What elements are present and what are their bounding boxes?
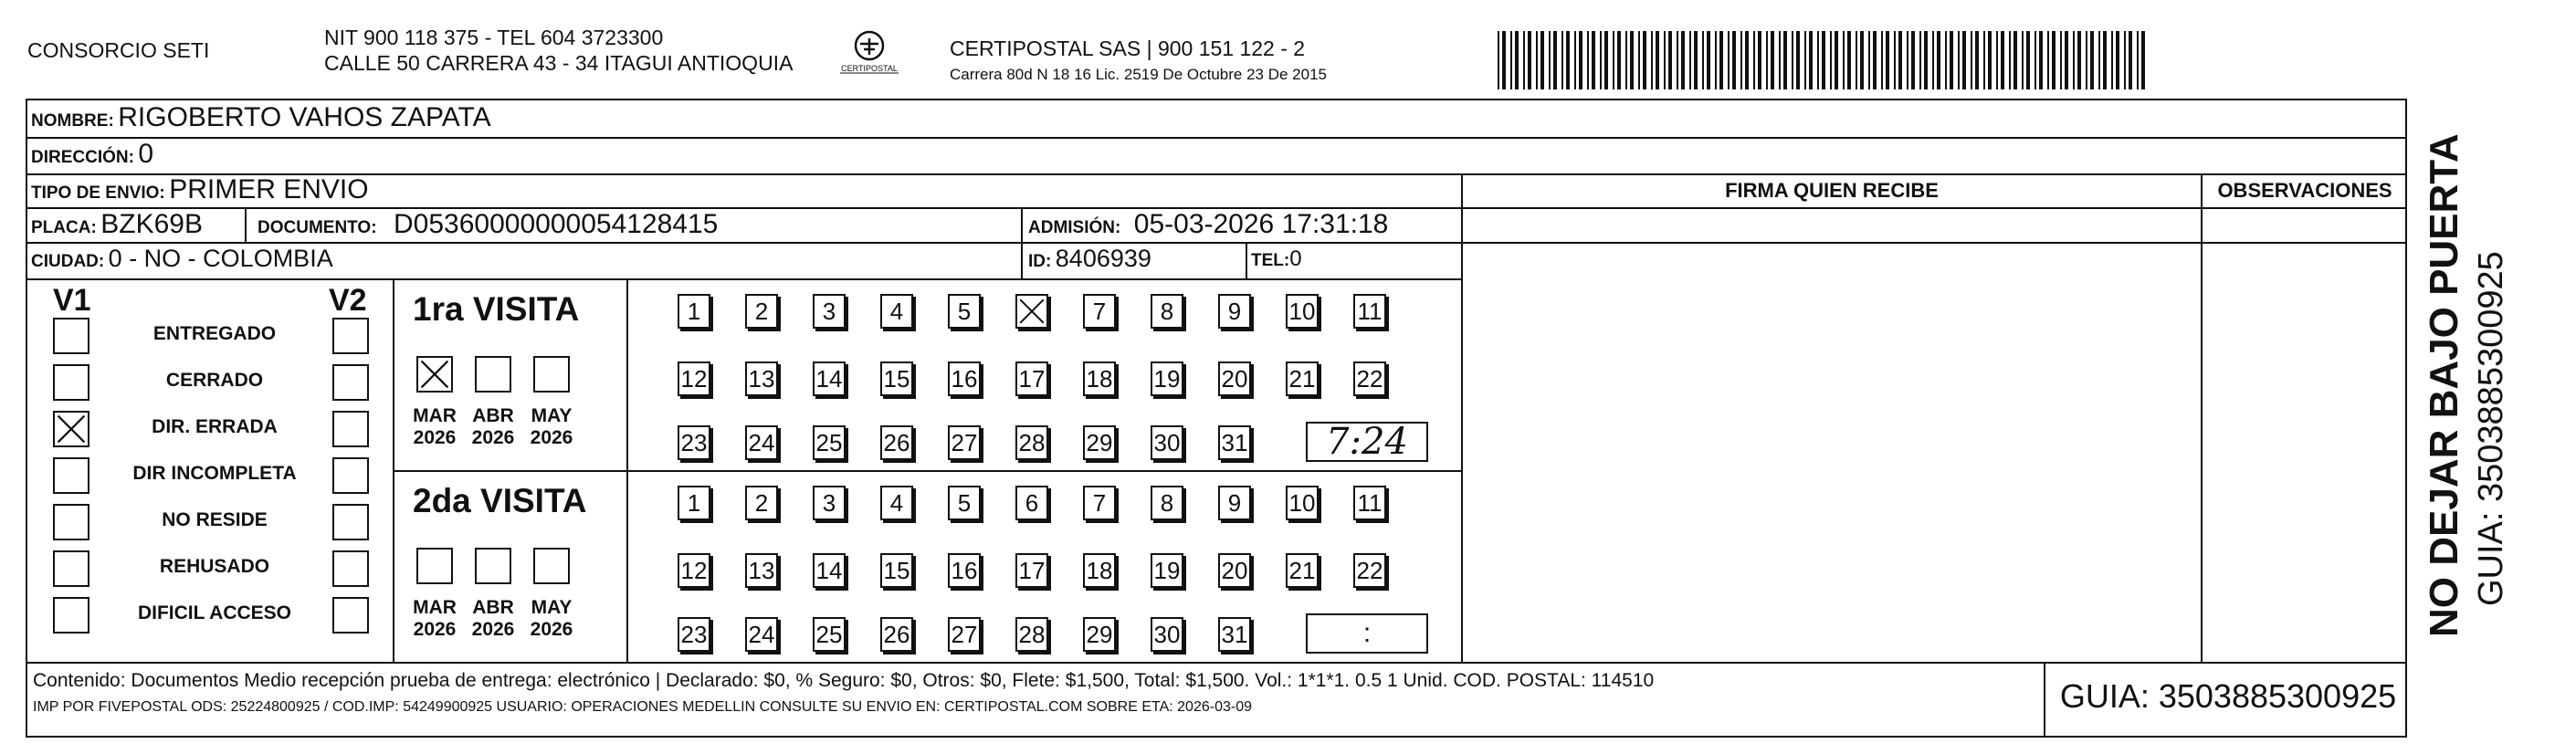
day-box[interactable]: 26 [880, 617, 913, 652]
second-visit-title: 2da VISITA [413, 482, 587, 519]
v1-checkbox[interactable] [53, 597, 89, 634]
time-box[interactable]: : [1306, 613, 1428, 654]
barcode-bar [1753, 31, 1755, 89]
day-box[interactable]: 25 [813, 617, 846, 652]
direccion-label: DIRECCIÓN: [31, 148, 134, 167]
tel-label: TEL: [1251, 251, 1290, 270]
v1-checkbox[interactable] [53, 411, 89, 447]
day-box[interactable]: 27 [948, 425, 981, 460]
barcode-bar [1515, 31, 1519, 89]
tel-value: 0 [1289, 246, 1302, 271]
day-box[interactable]: 30 [1151, 425, 1183, 460]
day-box[interactable]: 27 [948, 617, 981, 652]
barcode-bar [1523, 31, 1525, 89]
barcode-bar [1945, 31, 1947, 89]
v1-checkbox[interactable] [53, 318, 89, 354]
barcode-bar [1771, 31, 1774, 89]
barcode-bar [2001, 31, 2004, 89]
month-checkbox[interactable] [475, 548, 511, 584]
status-label: DIR INCOMPLETA [132, 463, 297, 484]
imp-line: IMP POR FIVEPOSTAL ODS: 25224800925 / COD.IMP: 54249900925 USUARIO: OPERACIONES MEDELLIN CONSULTE SU ENVIO EN: CERTIPOSTAL.COM SOBRE ETA: 2026-03-09 [33, 699, 1252, 715]
month-label: MAY 2026 [530, 597, 573, 640]
month-label: MAR 2026 [413, 597, 457, 640]
day-box[interactable]: 12 [678, 361, 710, 396]
barcode-bar [1894, 31, 1896, 89]
nombre-label: NOMBRE: [31, 111, 114, 131]
day-box[interactable]: 13 [745, 361, 778, 396]
barcode-bar [2060, 31, 2062, 89]
day-box[interactable]: 10 [1286, 486, 1319, 520]
barcode-bar [1924, 31, 1928, 89]
contenido-line: Contenido: Documentos Medio recepción prueba de entrega: electrónico | Declarado: $0, % Seguro: $0, Otros: $0, Flete: $1,500, Total: $1,500. Vol.: 1*1*1. 0.5 1 Unid. COD. POSTAL: 114510 [33, 670, 1655, 691]
barcode-bar [1975, 31, 1979, 89]
day-box[interactable]: 14 [813, 553, 846, 588]
firma-header: FIRMA QUIEN RECIBE [1725, 179, 1939, 202]
v2-checkbox[interactable] [332, 457, 369, 494]
barcode-bar [2026, 31, 2030, 89]
day-box[interactable]: 31 [1218, 617, 1251, 652]
barcode-bar [2073, 31, 2075, 89]
barcode-bar [1856, 31, 1857, 89]
barcode-bar [1502, 31, 1506, 89]
day-box[interactable]: 21 [1286, 361, 1319, 396]
month-label: ABR 2026 [471, 405, 515, 448]
tipo-envio-value: PRIMER ENVIO [169, 174, 369, 204]
barcode-bar [1817, 31, 1819, 89]
v2-checkbox[interactable] [332, 411, 369, 447]
barcode-bar [2103, 31, 2107, 89]
barcode-bar [1868, 31, 1870, 89]
direccion-value: 0 [138, 139, 154, 169]
day-box[interactable]: 4 [880, 486, 913, 520]
id-cell [1028, 245, 1151, 273]
barcode-bar [1843, 31, 1845, 89]
day-box[interactable]: 1 [678, 294, 710, 329]
v2-checkbox[interactable] [332, 364, 369, 401]
day-box[interactable]: 29 [1083, 425, 1116, 460]
day-box[interactable]: 5 [948, 486, 981, 520]
day-box[interactable]: 20 [1218, 553, 1251, 588]
barcode-bar [1881, 31, 1883, 89]
ciudad-cell [31, 245, 333, 273]
day-box[interactable]: 15 [880, 553, 913, 588]
placa-label: PLACA: [31, 218, 97, 237]
barcode-bar [1536, 31, 1538, 89]
day-box[interactable]: 14 [813, 361, 846, 396]
time-box[interactable]: 7:24 [1306, 422, 1428, 462]
barcode-bar [1758, 31, 1761, 89]
barcode-bar [1822, 31, 1825, 89]
barcode-bar [1860, 31, 1864, 89]
logo-text: CERTIPOSTAL [841, 64, 898, 73]
month-label: MAY 2026 [530, 405, 573, 448]
day-box[interactable]: 4 [880, 294, 913, 329]
status-label: DIR. ERRADA [152, 416, 278, 437]
day-box[interactable]: 16 [948, 553, 981, 588]
barcode-bar [2090, 31, 2094, 89]
id-value: 8406939 [1055, 245, 1151, 272]
day-box[interactable] [1015, 294, 1048, 329]
status-label: DIFICIL ACCESO [137, 602, 291, 623]
barcode-bar [1604, 31, 1608, 89]
barcode-bar [1617, 31, 1621, 89]
ciudad-label: CIUDAD: [31, 252, 105, 271]
certipostal-line: CERTIPOSTAL SAS | 900 151 122 - 2 [950, 37, 1306, 60]
day-box[interactable]: 28 [1015, 425, 1048, 460]
barcode-bar [2039, 31, 2043, 89]
v1-label: V1 [53, 283, 91, 318]
barcode-bar [1579, 31, 1582, 89]
barcode-bar [1740, 31, 1742, 89]
barcode-bar [2022, 31, 2024, 89]
day-box[interactable]: 28 [1015, 617, 1048, 652]
status-label: NO RESIDE [162, 509, 268, 530]
barcode-bar [1732, 31, 1736, 89]
day-box[interactable]: 29 [1083, 617, 1116, 652]
company-name: CONSORCIO SETI [27, 38, 210, 62]
day-box[interactable]: 6 [1015, 486, 1048, 520]
barcode-bar [1932, 31, 1934, 89]
day-box[interactable]: 25 [813, 425, 846, 460]
barcode-bar [1971, 31, 1972, 89]
month-label: ABR 2026 [471, 597, 515, 640]
barcode-bar [1792, 31, 1793, 89]
documento-value: D05360000000054128415 [394, 209, 719, 239]
barcode-bar [1587, 31, 1589, 89]
day-box[interactable]: 19 [1151, 361, 1183, 396]
admision-cell [1028, 209, 1388, 240]
address-line: CALLE 50 CARRERA 43 - 34 ITAGUI ANTIOQUIA [324, 51, 794, 75]
barcode-bar [1664, 31, 1666, 89]
barcode-bar [1919, 31, 1921, 89]
barcode-bar [1574, 31, 1576, 89]
day-box[interactable]: 3 [813, 486, 846, 520]
barcode-bar [1694, 31, 1698, 89]
barcode-bar [2137, 31, 2139, 89]
placa-cell [31, 209, 203, 240]
tipo-envio-row [31, 174, 369, 205]
v2-checkbox[interactable] [332, 597, 369, 634]
day-box[interactable]: 12 [678, 553, 710, 588]
barcode-bar [2116, 31, 2119, 89]
barcode-bar [2129, 31, 2132, 89]
barcode-bar [1835, 31, 1838, 89]
barcode-bar [2013, 31, 2017, 89]
status-label: CERRADO [165, 370, 264, 391]
barcode-bar [1873, 31, 1877, 89]
documento-cell [258, 209, 718, 240]
v1-checkbox[interactable] [53, 364, 89, 401]
first-visit-title: 1ra VISITA [413, 290, 580, 328]
day-box[interactable]: 26 [880, 425, 913, 460]
barcode-bar [1804, 31, 1806, 89]
day-box[interactable]: 22 [1353, 553, 1386, 588]
barcode-bar [1600, 31, 1602, 89]
day-box[interactable]: 22 [1353, 361, 1386, 396]
month-checkbox[interactable] [533, 356, 570, 393]
barcode-bar [1745, 31, 1749, 89]
barcode-bar [1728, 31, 1730, 89]
barcode-bar [1719, 31, 1723, 89]
barcode-bar [1613, 31, 1614, 89]
day-box[interactable]: 15 [880, 361, 913, 396]
barcode-bar [1553, 31, 1557, 89]
day-box[interactable]: 17 [1015, 361, 1048, 396]
month-label: MAR 2026 [413, 405, 457, 448]
day-box[interactable]: 11 [1353, 486, 1386, 520]
barcode-bar [1702, 31, 1704, 89]
day-box[interactable]: 17 [1015, 553, 1048, 588]
day-box[interactable]: 18 [1083, 361, 1116, 396]
v1-checkbox[interactable] [53, 457, 89, 494]
barcode-bar [1630, 31, 1634, 89]
barcode-bar [1766, 31, 1768, 89]
day-box[interactable]: 23 [678, 425, 710, 460]
direccion-row [31, 139, 153, 170]
barcode-bar [2098, 31, 2100, 89]
day-box[interactable]: 5 [948, 294, 981, 329]
day-box[interactable]: 13 [745, 553, 778, 588]
barcode-bar [1950, 31, 1953, 89]
barcode-bar [1715, 31, 1717, 89]
day-box[interactable]: 30 [1151, 617, 1183, 652]
day-box[interactable]: 24 [745, 425, 778, 460]
barcode-bar [1498, 31, 1499, 89]
v2-checkbox[interactable] [332, 504, 369, 540]
day-box[interactable]: 2 [745, 294, 778, 329]
day-box[interactable]: 18 [1083, 553, 1116, 588]
barcode-bar [1592, 31, 1595, 89]
nombre-value: RIGOBERTO VAHOS ZAPATA [118, 102, 491, 132]
barcode-bar [2077, 31, 2081, 89]
barcode-bar [1566, 31, 1570, 89]
barcode-bar [1677, 31, 1678, 89]
barcode-bar [1689, 31, 1691, 89]
day-box[interactable]: 10 [1286, 294, 1319, 329]
barcode-bar [1540, 31, 1544, 89]
day-box[interactable]: 16 [948, 361, 981, 396]
barcode-bar [1988, 31, 1992, 89]
footer-guia: GUIA: 3503885300925 [2059, 677, 2397, 715]
barcode-bar [2009, 31, 2011, 89]
barcode-bar [1937, 31, 1940, 89]
day-box[interactable]: 24 [745, 617, 778, 652]
barcode-bar [1643, 31, 1646, 89]
day-box[interactable]: 7 [1083, 294, 1116, 329]
barcode-bar [1783, 31, 1787, 89]
barcode-bar [2111, 31, 2113, 89]
v2-label: V2 [329, 283, 367, 318]
barcode-bar [1830, 31, 1832, 89]
barcode-bar [1656, 31, 1659, 89]
day-box[interactable]: 9 [1218, 294, 1251, 329]
day-box[interactable]: 20 [1218, 361, 1251, 396]
v1-checkbox[interactable] [53, 550, 89, 587]
month-checkbox[interactable] [475, 356, 511, 393]
observaciones-header: OBSERVACIONES [2217, 179, 2392, 202]
barcode-bar [1962, 31, 1966, 89]
side-guia: GUIA: 3503885300925 [2472, 251, 2510, 606]
day-box[interactable]: 31 [1218, 425, 1251, 460]
barcode-bar [1958, 31, 1960, 89]
barcode-bar [2035, 31, 2036, 89]
day-box[interactable]: 11 [1353, 294, 1386, 329]
barcode-bar [1638, 31, 1640, 89]
barcode-bar [1528, 31, 1531, 89]
day-box[interactable]: 8 [1151, 294, 1183, 329]
barcode-bar [2124, 31, 2126, 89]
v2-checkbox[interactable] [332, 550, 369, 587]
barcode-bar [1510, 31, 1512, 89]
barcode-bar [1809, 31, 1813, 89]
barcode-bar [1668, 31, 1672, 89]
barcode-bar [1779, 31, 1781, 89]
barcode-bar [1911, 31, 1915, 89]
barcode-bar [1651, 31, 1653, 89]
barcode-bar [1681, 31, 1685, 89]
barcode-bar [2047, 31, 2049, 89]
tipo-envio-label: TIPO DE ENVIO: [31, 183, 165, 203]
barcode-bar [1983, 31, 1985, 89]
id-label: ID: [1028, 252, 1052, 271]
day-box[interactable]: 23 [678, 617, 710, 652]
v1-checkbox[interactable] [53, 504, 89, 540]
day-box[interactable]: 9 [1218, 486, 1251, 520]
barcode-bar [1886, 31, 1889, 89]
tel-cell [1251, 246, 1302, 272]
barcode-bar [1707, 31, 1710, 89]
documento-label: DOCUMENTO: [258, 218, 377, 237]
nit-line: NIT 900 118 375 - TEL 604 3723300 [324, 26, 664, 49]
placa-value: BZK69B [100, 209, 203, 239]
barcode-bar [1898, 31, 1902, 89]
barcode-bar [1847, 31, 1851, 89]
status-label: REHUSADO [159, 556, 270, 577]
barcode-bar [2141, 31, 2145, 89]
day-box[interactable]: 7 [1083, 486, 1116, 520]
status-label: ENTREGADO [152, 323, 277, 344]
barcode-bar [1796, 31, 1800, 89]
barcode-bar [1907, 31, 1908, 89]
month-checkbox[interactable] [416, 548, 453, 584]
day-box[interactable]: 21 [1286, 553, 1319, 588]
barcode-bar [2052, 31, 2056, 89]
barcode-bar [1549, 31, 1551, 89]
day-box[interactable]: 2 [745, 486, 778, 520]
barcode-bar [1561, 31, 1563, 89]
no-dejar-warning: NO DEJAR BAJO PUERTA [2422, 133, 2466, 637]
day-box[interactable]: 8 [1151, 486, 1183, 520]
v2-checkbox[interactable] [332, 318, 369, 354]
admision-value: 05-03-2026 17:31:18 [1133, 209, 1389, 239]
barcode-bar [2086, 31, 2087, 89]
barcode [1498, 31, 2150, 89]
barcode-bar [2065, 31, 2068, 89]
barcode-bar [1625, 31, 1627, 89]
certipostal-logo [833, 26, 906, 84]
admision-label: ADMISIÓN: [1028, 218, 1121, 237]
license-line: Carrera 80d N 18 16 Lic. 2519 De Octubre 23 De 2015 [950, 66, 1327, 83]
ciudad-value: 0 - NO - COLOMBIA [108, 245, 333, 272]
day-box[interactable]: 3 [813, 294, 846, 329]
month-checkbox[interactable] [416, 356, 453, 393]
month-checkbox[interactable] [533, 548, 570, 584]
day-box[interactable]: 19 [1151, 553, 1183, 588]
day-box[interactable]: 1 [678, 486, 710, 520]
nombre-row [31, 102, 491, 133]
barcode-bar [1996, 31, 1998, 89]
